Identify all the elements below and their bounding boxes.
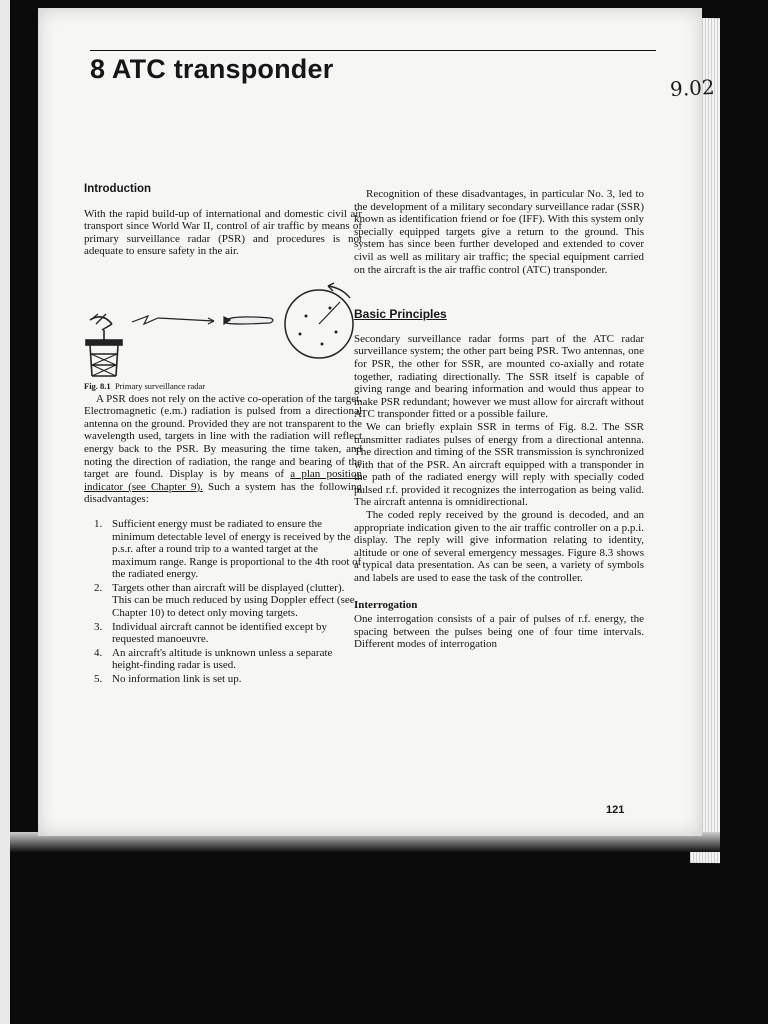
interrogation-paragraph: One interrogation consists of a pair of pulses of r.f. energy, the spacing between the pulses being one of four time intervals. Different modes of interrogation [354, 613, 644, 651]
recognition-paragraph: Recognition of these disadvantages, in particular No. 3, led to the development of a military secondary surveillance radar (SSR) known as identification friend or foe (IFF). With this system only specially equipped targets give a return to the ground. This system has since been further developed and extended to cover civil as well as military air traffic; the special equipment carried on the aircraft is the air traffic control (ATC) transponder. [354, 188, 644, 276]
basic-principles-heading: Basic Principles [354, 307, 447, 322]
list-item-number: 1. [94, 517, 103, 530]
psr-paragraph-text: A PSR does not rely on the active co-operation of the target. Electromagnetic (e.m.) radiation is pulsed from a directional antenna on the ground. Provided they are not transparent to the wavelength used, targets in line with the radiation will reflect energy back to the PSR. By measuring the time taken, and noting the direction of radiation, the range and bearing of the target are found. Display is by means of [84, 392, 362, 481]
list-item [84, 673, 362, 686]
figure-caption-text: Primary surveillance radar [114, 380, 206, 391]
scan-left-edge [0, 0, 10, 1024]
list-item-number: 5. [94, 673, 103, 686]
list-item [84, 582, 362, 620]
basic-principles-paragraph-1: Secondary surveillance radar forms part of the ATC radar surveillance system; the other part being PSR. Two antennas, one for PSR, the other for SSR, are mounted co-axially and rotate together, radiating directionally. The SSR itself is capable of giving range and bearing information and would thus appear to make PSR redundant; however we must allow for aircraft without ATC transponder fitted or a possible failure. [354, 332, 644, 421]
list-item-number: 2. [94, 581, 103, 594]
book-page [38, 8, 716, 836]
primary-radar-illustration [84, 268, 362, 380]
introduction-heading: Introduction [84, 183, 152, 195]
list-item-text: No information link is set up. [112, 673, 242, 686]
basic-principles-paragraph-3: The coded reply received by the ground is decoded, and an appropriate indication given to the air traffic controller on a p.p.i. display. The reply will give information relating to identity, altitude or one of several emergency messages. Figure 8.3 shows a typical data presentation. As can be seen, a variety of symbols and labels are used to ease the task of the controller. [354, 509, 644, 585]
list-item-text: Individual aircraft cannot be identified except by requested manoeuvre. [112, 620, 328, 646]
list-item-text: An aircraft's altitude is unknown unless a separate height-finding radar is used. [112, 646, 333, 672]
list-item [84, 518, 362, 581]
intro-paragraph: With the rapid build-up of international and domestic civil air transport since World War II, control of air traffic by means of primary surveillance radar (PSR) and procedures is not adequate to ensure safety in the air. [84, 207, 362, 258]
page-number: 121 [606, 804, 625, 816]
pulse-arrow-icon [132, 316, 214, 324]
list-item-text: Sufficient energy must be radiated to ensure the minimum detectable level of energy is received by the p.s.r. after a round trip to a wanted target at the maximum range. Range is proportional to the 4th root of the radiated energy. [112, 517, 362, 581]
ppi-reference: a plan position indicator (see Chapter 9). [84, 468, 362, 493]
figure-caption-number: Fig. 8.1 [84, 380, 111, 391]
chapter-title: 8 ATC transponder [90, 54, 334, 84]
left-column [84, 183, 362, 687]
figure-primary-radar [84, 268, 362, 380]
basic-principles-paragraph-2: We can briefly explain SSR in terms of Fig. 8.2. The SSR transmitter radiates pulses of energy from a directional antenna. The direction and timing of the SSR transmission is synchronized with that of the PSR. An aircraft equipped with a transponder in the path of the radiated energy will reply with specially coded pulsed r.f. provided it recognizes the interrogation as being valid. The aircraft antenna is omnidirectional. [354, 420, 644, 509]
psr-paragraph-end: Such a system has the following disadvantages: [84, 480, 362, 506]
list-item-text: Targets other than aircraft will be displayed (clutter). This can be much reduced by using Doppler effect (see Chapter 10) to detect only moving targets. [112, 581, 355, 620]
radar-tower-icon [86, 314, 122, 376]
handwritten-note: 9.02 [669, 74, 716, 102]
list-item-number: 4. [94, 646, 103, 659]
list-item [84, 647, 362, 672]
right-column [354, 188, 644, 651]
disadvantages-list [84, 518, 362, 686]
ppi-display-icon [285, 283, 353, 358]
aircraft-icon [224, 317, 273, 324]
list-item [84, 621, 362, 646]
interrogation-heading: Interrogation [354, 598, 418, 611]
psr-paragraph [84, 393, 362, 506]
list-item-number: 3. [94, 620, 103, 633]
figure-caption [84, 380, 362, 393]
chapter-rule [90, 50, 656, 51]
